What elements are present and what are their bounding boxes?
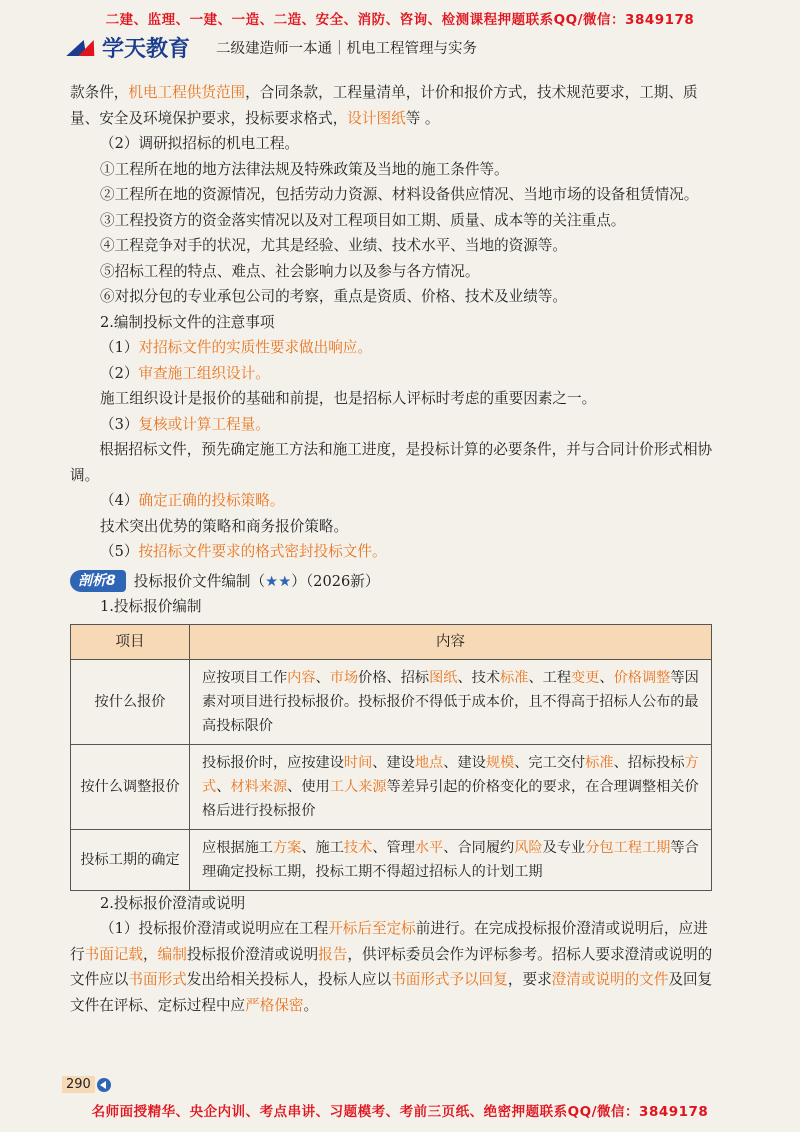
text: ，要求 [507,971,552,988]
highlight: 工人来源 [329,778,387,795]
highlight: 报告 [318,945,348,963]
highlight: 书面记载 [84,945,143,963]
text: 款条件， [70,84,129,101]
highlight: 书面形式予以回复 [391,971,508,988]
page-number [62,1076,111,1093]
text: （2） [100,364,139,382]
logo-mark-icon [70,36,98,58]
list-item: ⑥对拟分包的专业承包公司的考察，重点是资质、价格、技术及业绩等。 [100,288,568,305]
list-item: ①工程所在地的地方法律法规及特殊政策及当地的施工条件等。 [100,160,509,178]
bottom-banner: 名师面授精华、央企内训、考点串讲、习题模考、考前三页纸、绝密押题联系QQ/微信：3849178 [91,1104,709,1120]
highlight: 时间 [343,754,373,771]
text: 应根据施工 [202,839,273,856]
book-subtitle: 二级建造师一本通｜机电工程管理与实务 [216,40,478,57]
text: 、 [599,669,614,686]
highlight: 复核或计算工程量。 [138,415,270,433]
paragraph-1 [70,80,720,131]
text: 及回复文件在评标、定标过程中应 [70,971,713,1014]
bid-heading: 1.投标报价编制 [100,598,202,615]
text: （5） [100,543,139,560]
text: 投标报价时，应按建设 [202,754,344,771]
highlight: 价格调整 [613,669,671,686]
highlight: 编制 [157,945,187,963]
list-item: ④工程竞争对手的状况，尤其是经验、业绩、技术水平、当地的资源等。 [100,237,568,254]
highlight: 变更 [571,669,600,686]
row-name: 按什么报价 [71,659,190,744]
text: 价格、招标 [358,669,430,686]
table-row [71,744,712,829]
text: 及专业 [542,839,586,856]
section-heading: 2.编制投标文件的注意事项 [100,313,275,331]
clarify-heading: 2.投标报价澄清或说明 [100,894,246,912]
text: 、完工交付 [514,754,586,771]
text: 前进行。在完成投标报价澄清或说明后，应进行 [70,920,708,963]
text: 等 。 [405,109,440,127]
table-header-row [71,624,712,659]
text: 投标报价澄清或说明 [186,945,319,963]
text: 、施工 [301,839,344,856]
text: 等合理确定投标工期，投标工期不得超过招标人的计划工期 [202,839,699,880]
highlight: 设计图纸 [347,109,406,127]
note-2 [70,361,720,387]
list-item: ②工程所在地的资源情况，包括劳动力资源、材料设备供应情况、当地市场的设备租赁情况。 [100,186,699,203]
row-content [190,829,712,890]
highlight: 确定正确的投标策略。 [138,492,285,509]
note-5 [70,539,720,565]
highlight: 标准 [585,754,614,771]
text: 、建设 [372,754,415,771]
highlight: 内容 [287,669,316,686]
text: （1） [100,339,139,356]
highlight: 开标后至定标 [328,920,416,937]
page-content [70,80,720,1018]
highlight: 分包工程工期 [585,839,671,856]
page-header [70,32,750,62]
highlight: 严格保密 [245,996,304,1014]
highlight: 图纸 [429,669,458,686]
table-row [71,659,712,744]
text: ，供评标委员会作为评标参考。招标人要求澄清或说明的文件应以 [70,945,713,988]
text: （1）投标报价澄清或说明应在工程 [100,920,329,937]
text: （3） [100,415,139,433]
note-3 [70,412,720,438]
highlight: 地点 [414,754,444,771]
text: 应按项目工作 [202,669,288,686]
highlight: 机电工程供货范围 [128,84,246,101]
highlight: 澄清或说明的文件 [551,971,669,988]
logo-text: 学天教育 [102,36,191,62]
text: 、工程 [528,669,572,686]
row-name: 投标工期的确定 [71,829,190,890]
text: 、招标投标 [613,754,685,771]
highlight: 按招标文件要求的格式密封投标文件。 [138,543,387,560]
note-3-desc: 根据招标文件，预先确定施工方法和施工进度，是投标计算的必要条件，并与合同计价形式相协调。 [70,441,713,484]
list-item: ⑤招标工程的特点、难点、社会影响力以及参与各方情况。 [100,262,480,280]
row-name: 按什么调整报价 [71,744,190,829]
highlight: 水平 [414,839,444,856]
highlight: 书面形式 [128,971,187,988]
clarify-paragraph [70,916,720,1018]
highlight: 审查施工组织设计。 [138,364,270,382]
section-title-tail: ）（2026新） [291,572,380,590]
note-1 [70,335,720,361]
logo [70,32,190,63]
note-2-desc: 施工组织设计是报价的基础和前提，也是招标人评标时考虑的重要因素之一。 [100,390,597,407]
row-content [190,744,712,829]
highlight: 市场 [329,669,359,686]
bid-table [70,624,712,891]
table-row [71,829,712,890]
text: 、建设 [443,754,486,771]
highlight: 方案 [272,839,302,856]
text: 、技术 [457,669,501,686]
text: 发出给相关投标人，投标人应以 [186,971,392,988]
highlight: 标准 [500,669,529,686]
text: 、管理 [372,839,415,856]
highlight: 对招标文件的实质性要求做出响应。 [138,339,372,356]
text: 、 [315,669,330,686]
text: 。 [303,996,319,1014]
text: 、 [216,778,231,795]
page-number-text: 290 [62,1076,95,1093]
text: 、使用 [287,778,330,795]
item-2-title: （2）调研拟招标的机电工程。 [100,135,300,152]
highlight: 材料来源 [230,778,288,795]
text: 等因素对项目进行投标报价。投标报价不得低于成本价，且不得高于招标人公布的最高投标限价 [202,669,699,734]
list-item: ③工程投资方的资金落实情况以及对工程项目如工期、质量、成本等的关注重点。 [100,211,626,229]
highlight: 方式 [202,754,699,795]
text: 等差异引起的价格变化的要求，在合理调整相关价格后进行投标报价 [202,778,699,819]
analysis-badge: 剖析8 [70,570,126,592]
highlight: 规模 [485,754,515,771]
text: 、合同履约 [443,839,515,856]
note-4-desc: 技术突出优势的策略和商务报价策略。 [100,517,349,535]
top-banner: 二建、监理、一建、一造、二造、安全、消防、咨询、检测课程押题联系QQ/微信：3849178 [105,12,695,28]
text: ， [143,945,158,963]
table-header-content: 内容 [190,624,712,659]
text: （4） [100,492,139,509]
star-rating-icon: ★★ [265,572,292,590]
row-content [190,659,712,744]
highlight: 技术 [343,839,373,856]
text: ，合同条款，工程量清单，计价和报价方式，技术规范要求，工期、质量、安全及环境保护要求，投标要求格式， [70,84,698,127]
note-4 [70,488,720,514]
analysis-section-header [70,569,720,595]
highlight: 风险 [514,839,543,856]
arrow-left-icon [97,1078,111,1092]
table-header-item: 项目 [71,624,190,659]
section-title: 投标报价文件编制（ [133,572,266,590]
